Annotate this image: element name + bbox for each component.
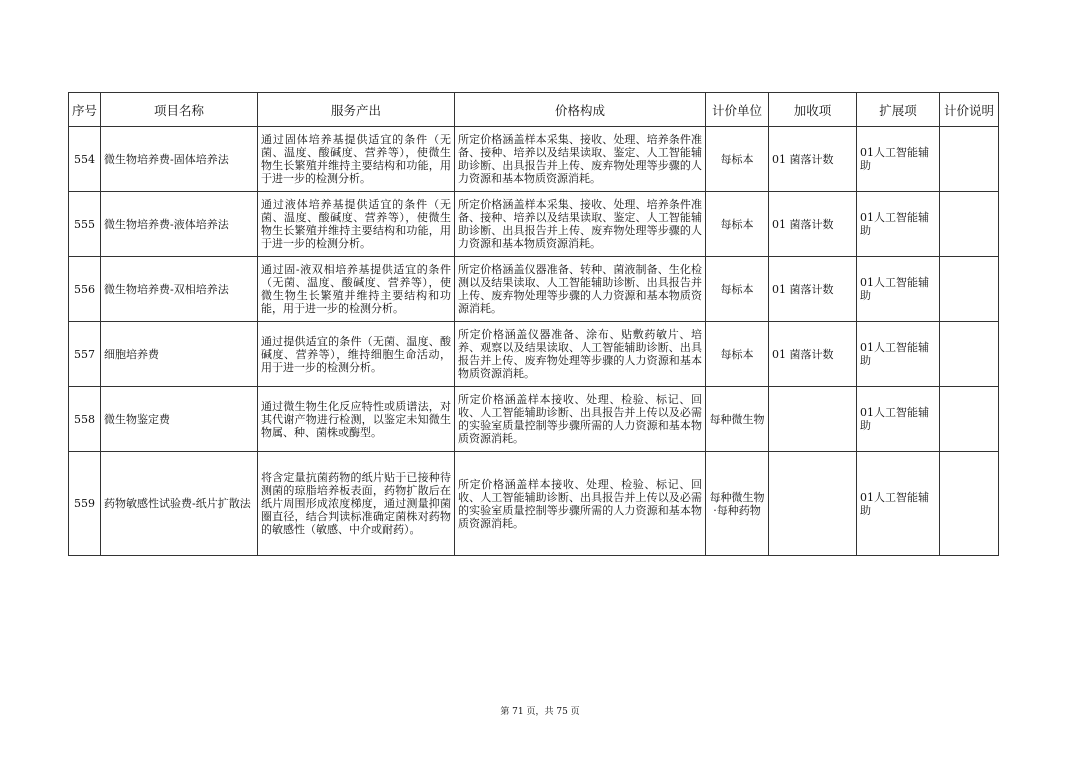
row-seq: 554 xyxy=(69,127,101,192)
row-surcharge: 01 菌落计数 xyxy=(769,192,857,257)
row-item-name: 微生物鉴定费 xyxy=(101,387,258,452)
row-service-output: 通过固体培养基提供适宜的条件（无菌、温度、酸碱度、营养等），使微生物生长繁殖并维持主要结构和功能，用于进一步的检测分析。 xyxy=(258,127,455,192)
header-price-composition: 价格构成 xyxy=(455,93,706,127)
row-pricing-note xyxy=(940,452,999,556)
table-row xyxy=(69,452,999,556)
row-service-output: 将含定量抗菌药物的纸片贴于已接种待测菌的琼脂培养板表面，药物扩散后在纸片周围形成浓度梯度，通过测量抑菌圈直径，结合判读标准确定菌株对药物的敏感性（敏感、中介或耐药）。 xyxy=(258,452,455,556)
header-service-output: 服务产出 xyxy=(258,93,455,127)
table-header-row xyxy=(69,93,999,127)
row-extension: 01人工智能辅助 xyxy=(857,322,940,387)
header-surcharge: 加收项 xyxy=(769,93,857,127)
header-pricing-unit: 计价单位 xyxy=(706,93,769,127)
row-seq: 557 xyxy=(69,322,101,387)
row-item-name: 细胞培养费 xyxy=(101,322,258,387)
row-price-composition: 所定价格涵盖仪器准备、转种、菌液制备、生化检测以及结果读取、人工智能辅助诊断、出具报告并上传、废弃物处理等步骤的人力资源和基本物质资源消耗。 xyxy=(455,257,706,322)
row-extension: 01人工智能辅助 xyxy=(857,192,940,257)
table-row xyxy=(69,387,999,452)
row-pricing-unit: 每种微生物 xyxy=(706,387,769,452)
row-pricing-note xyxy=(940,387,999,452)
page-footer: 第 71 页，共 75 页 xyxy=(500,707,580,717)
row-item-name: 微生物培养费-固体培养法 xyxy=(101,127,258,192)
row-extension: 01人工智能辅助 xyxy=(857,127,940,192)
row-surcharge xyxy=(769,387,857,452)
row-extension: 01人工智能辅助 xyxy=(857,387,940,452)
row-pricing-unit: 每标本 xyxy=(706,257,769,322)
row-pricing-unit: 每标本 xyxy=(706,322,769,387)
row-pricing-note xyxy=(940,127,999,192)
row-price-composition: 所定价格涵盖样本采集、接收、处理、培养条件准备、接种、培养以及结果读取、鉴定、人工智能辅助诊断、出具报告并上传、废弃物处理等步骤的人力资源和基本物质资源消耗。 xyxy=(455,127,706,192)
header-seq: 序号 xyxy=(69,93,101,127)
row-pricing-unit: 每标本 xyxy=(706,192,769,257)
row-pricing-note xyxy=(940,257,999,322)
row-service-output: 通过微生物生化反应特性或质谱法，对其代谢产物进行检测，以鉴定未知微生物属、种、菌株或酶型。 xyxy=(258,387,455,452)
row-service-output: 通过固-液双相培养基提供适宜的条件（无菌、温度、酸碱度、营养等），使微生物生长繁殖并维持主要结构和功能，用于进一步的检测分析。 xyxy=(258,257,455,322)
header-item-name: 项目名称 xyxy=(101,93,258,127)
row-surcharge: 01 菌落计数 xyxy=(769,257,857,322)
row-seq: 558 xyxy=(69,387,101,452)
row-price-composition: 所定价格涵盖样本接收、处理、检验、标记、回收、人工智能辅助诊断、出具报告并上传以及必需的实验室质量控制等步骤所需的人力资源和基本物质资源消耗。 xyxy=(455,452,706,556)
fee-table xyxy=(68,92,999,556)
row-service-output: 通过液体培养基提供适宜的条件（无菌、温度、酸碱度、营养等），使微生物生长繁殖并维持主要结构和功能，用于进一步的检测分析。 xyxy=(258,192,455,257)
row-extension: 01人工智能辅助 xyxy=(857,452,940,556)
row-surcharge: 01 菌落计数 xyxy=(769,322,857,387)
row-item-name: 微生物培养费-液体培养法 xyxy=(101,192,258,257)
header-extension: 扩展项 xyxy=(857,93,940,127)
row-price-composition: 所定价格涵盖样本接收、处理、检验、标记、回收、人工智能辅助诊断、出具报告并上传以及必需的实验室质量控制等步骤所需的人力资源和基本物质资源消耗。 xyxy=(455,387,706,452)
row-seq: 559 xyxy=(69,452,101,556)
row-surcharge xyxy=(769,452,857,556)
row-pricing-unit: 每标本 xyxy=(706,127,769,192)
row-price-composition: 所定价格涵盖仪器准备、涂布、贴敷药敏片、培养、观察以及结果读取、人工智能辅助诊断、出具报告并上传、废弃物处理等步骤的人力资源和基本物质资源消耗。 xyxy=(455,322,706,387)
row-extension: 01人工智能辅助 xyxy=(857,257,940,322)
row-pricing-unit: 每种微生物·每种药物 xyxy=(706,452,769,556)
table-row xyxy=(69,192,999,257)
table-row xyxy=(69,322,999,387)
row-seq: 556 xyxy=(69,257,101,322)
row-seq: 555 xyxy=(69,192,101,257)
row-surcharge: 01 菌落计数 xyxy=(769,127,857,192)
row-pricing-note xyxy=(940,322,999,387)
row-service-output: 通过提供适宜的条件（无菌、温度、酸碱度、营养等），维持细胞生命活动，用于进一步的检测分析。 xyxy=(258,322,455,387)
row-pricing-note xyxy=(940,192,999,257)
table-row xyxy=(69,127,999,192)
header-pricing-note: 计价说明 xyxy=(940,93,999,127)
row-price-composition: 所定价格涵盖样本采集、接收、处理、培养条件准备、接种、培养以及结果读取、鉴定、人工智能辅助诊断、出具报告并上传、废弃物处理等步骤的人力资源和基本物质资源消耗。 xyxy=(455,192,706,257)
row-item-name: 微生物培养费-双相培养法 xyxy=(101,257,258,322)
table-row xyxy=(69,257,999,322)
row-item-name: 药物敏感性试验费-纸片扩散法 xyxy=(101,452,258,556)
